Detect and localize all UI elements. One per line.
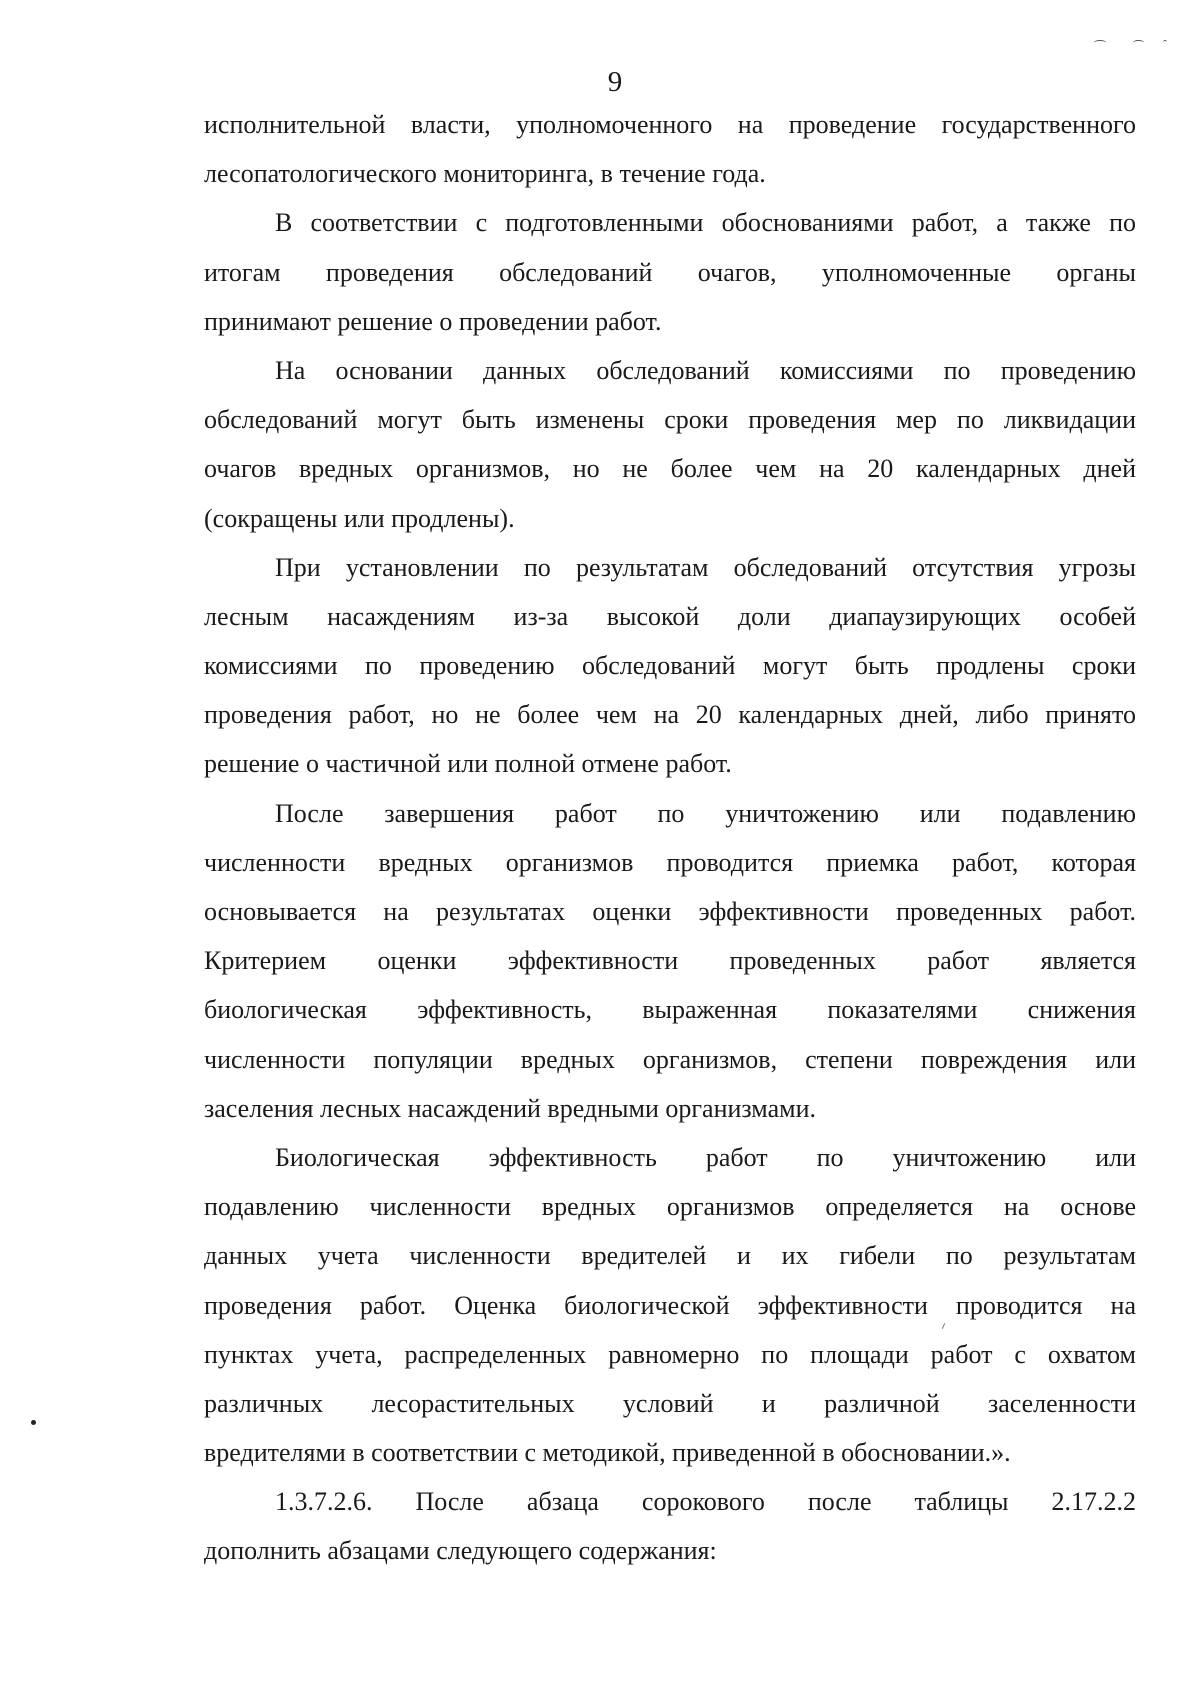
text-line: решение о частичной или полной отмене работ. xyxy=(204,749,732,779)
text-line: дополнить абзацами следующего содержания: xyxy=(204,1536,717,1566)
scan-mark xyxy=(1163,40,1167,45)
text-line: различных лесорастительных условий и различной заселенности xyxy=(204,1388,1136,1418)
paragraph xyxy=(204,100,1136,198)
text-line: подавлению численности вредных организмов определяется на основе xyxy=(204,1192,1136,1222)
document-body xyxy=(204,100,1136,1576)
text-line: Биологическая эффективность работ по уничтожению или xyxy=(275,1142,1136,1172)
text-line: заселения лесных насаждений вредными организмами. xyxy=(204,1093,816,1123)
paragraph xyxy=(204,543,1136,789)
text-line: биологическая эффективность, выраженная показателями снижения xyxy=(204,995,1136,1025)
paragraph xyxy=(204,198,1136,346)
text-line: Критерием оценки эффективности проведенных работ является xyxy=(204,946,1136,976)
scan-mark xyxy=(1133,40,1144,45)
text-line: лесным насаждениям из-за высокой доли диапаузирующих особей xyxy=(204,601,1136,631)
text-line: численности популяции вредных организмов, степени повреждения или xyxy=(204,1044,1136,1074)
text-line: После завершения работ по уничтожению или подавлению xyxy=(275,798,1136,828)
text-line: принимают решение о проведении работ. xyxy=(204,306,662,336)
text-line: обследований могут быть изменены сроки проведения мер по ликвидации xyxy=(204,405,1136,435)
text-line: На основании данных обследований комиссиями по проведению xyxy=(275,355,1136,385)
scan-dot xyxy=(31,1420,36,1425)
text-line: проведения работ, но не более чем на 20 календарных дней, либо принято xyxy=(204,700,1136,730)
text-line: При установлении по результатам обследований отсутствия угрозы xyxy=(275,552,1136,582)
text-line: 1.3.7.2.6. После абзаца сорокового после таблицы 2.17.2.2 xyxy=(275,1487,1136,1517)
text-line: В соответствии с подготовленными обоснованиями работ, а также по xyxy=(275,208,1136,238)
text-line: пунктах учета, распределенных равномерно по площади работ с охватом xyxy=(204,1339,1136,1369)
paragraph xyxy=(204,346,1136,543)
text-line: очагов вредных организмов, но не более чем на 20 календарных дней xyxy=(204,454,1136,484)
text-line: проведения работ. Оценка биологической эффективности проводится на xyxy=(204,1290,1136,1320)
page-number: 9 xyxy=(607,66,623,98)
text-line: итогам проведения обследований очагов, уполномоченные органы xyxy=(204,257,1136,287)
paragraph xyxy=(204,1477,1136,1575)
text-line: (сокращены или продлены). xyxy=(204,503,515,533)
paragraph xyxy=(204,789,1136,1133)
text-line: численности вредных организмов проводится приемка работ, которая xyxy=(204,847,1136,877)
text-line: основывается на результатах оценки эффективности проведенных работ. xyxy=(204,897,1136,926)
text-line: комиссиями по проведению обследований могут быть продлены сроки xyxy=(204,651,1136,681)
text-line: данных учета численности вредителей и их гибели по результатам xyxy=(204,1241,1136,1271)
scan-mark xyxy=(1094,40,1106,45)
paragraph xyxy=(204,1133,1136,1477)
text-line: исполнительной власти, уполномоченного на проведение государственного xyxy=(204,110,1136,139)
text-line: лесопатологического мониторинга, в течение года. xyxy=(204,159,766,189)
text-line: вредителями в соответствии с методикой, приведенной в обосновании.». xyxy=(204,1438,1011,1468)
